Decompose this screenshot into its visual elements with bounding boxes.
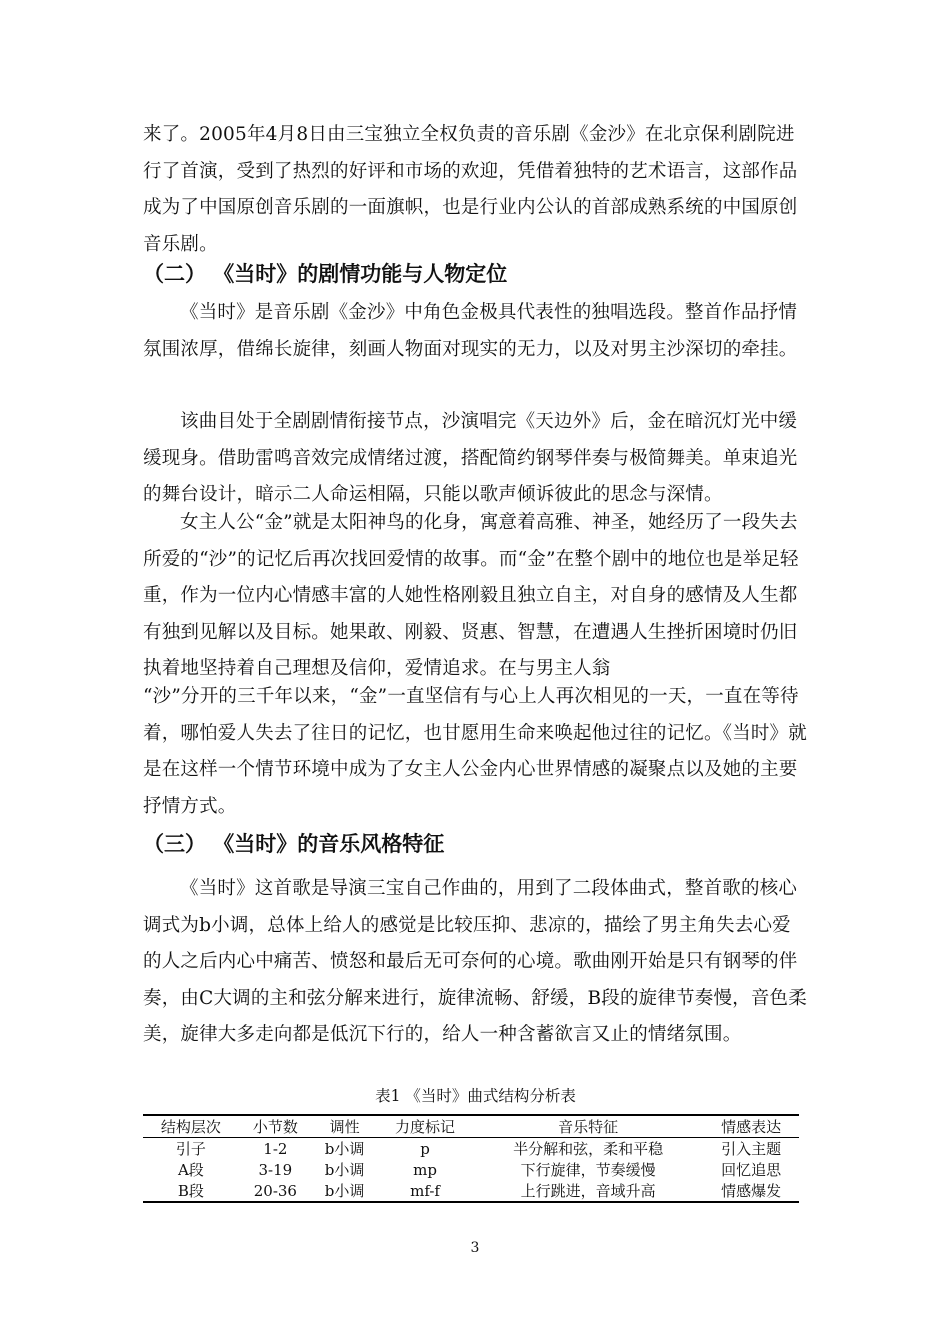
section-heading-2: （二） 《当时》的剧情功能与人物定位 (143, 262, 508, 286)
table-cell: mp (413, 1160, 437, 1179)
table-header-cell: 结构层次 (143, 1115, 239, 1138)
table-cell: B段 (177, 1181, 204, 1200)
structure-analysis-table (143, 1114, 799, 1203)
table-cell: 引子 (175, 1139, 206, 1158)
table-cell: A段 (177, 1160, 204, 1179)
table-cell: 下行旋律，节奏缓慢 (520, 1160, 656, 1179)
body-paragraph: 该曲目处于全剧剧情衔接节点，沙演唱完《天边外》后，金在暗沉灯光中缓缓现身。借助雷鸣音效完成情绪过渡，搭配简约钢琴伴奏与极简舞美。单束追光的舞台设计，暗示二人命运相隔，只能以歌声倾诉彼此的思念与深情。 (143, 411, 798, 505)
table-cell: 引入主题 (721, 1139, 782, 1158)
table-caption: 表1 《当时》曲式结构分析表 (375, 1087, 576, 1105)
table-header-cell: 力度标记 (377, 1115, 473, 1138)
table-cell: p (420, 1139, 430, 1158)
section-heading-3: （三） 《当时》的音乐风格特征 (143, 832, 445, 856)
table-cell: 回忆追思 (721, 1160, 782, 1179)
table-cell: b小调 (324, 1139, 365, 1158)
table-header-cell: 情感表达 (703, 1115, 799, 1138)
table-cell: 情感爆发 (721, 1181, 782, 1200)
body-paragraph: 来了。2005年4月8日由三宝独立全权负责的音乐剧《金沙》在北京保利剧院进行了首演，受到了热烈的好评和市场的欢迎，凭借着独特的艺术语言，这部作品成为了中国原创音乐剧的一面旗帜，也是行业内公认的首部成熟系统的中国原创音乐剧。 (143, 124, 798, 255)
table-row (143, 1180, 799, 1202)
table-cell: 上行跳进，音域升高 (520, 1181, 656, 1200)
table-header-cell: 调性 (312, 1115, 377, 1138)
page-number: 3 (470, 1240, 480, 1256)
body-paragraph: “沙”分开的三千年以来，“金”一直坚信有与心上人再次相见的一天，一直在等待着，哪怕爱人失去了往日的记忆，也甘愿用生命来唤起他过往的记忆。《当时》就是在这样一个情节环境中成为了女主人公金内心世界情感的凝聚点以及她的主要抒情方式。 (143, 686, 807, 817)
table-cell: mf-f (410, 1181, 440, 1200)
table-row (143, 1159, 799, 1180)
table-row (143, 1138, 799, 1160)
table-cell: 3-19 (258, 1160, 293, 1179)
table-cell: b小调 (324, 1181, 365, 1200)
table-header-cell: 音乐特征 (473, 1115, 703, 1138)
table-cell: 20-36 (253, 1181, 297, 1200)
table-cell: 1-2 (263, 1139, 288, 1158)
table-header-row (143, 1115, 799, 1138)
table-cell: b小调 (324, 1160, 365, 1179)
body-paragraph: 《当时》是音乐剧《金沙》中角色金极具代表性的独唱选段。整首作品抒情氛围浓厚，借绵长旋律，刻画人物面对现实的无力，以及对男主沙深切的牵挂。 (143, 302, 798, 360)
body-paragraph: 女主人公“金”就是太阳神鸟的化身，寓意着高雅、神圣，她经历了一段失去所爱的“沙”的记忆后再次找回爱情的故事。而“金”在整个剧中的地位也是举足轻重，作为一位内心情感丰富的人她性格刚毅且独立自主，对自身的感情及人生都有独到见解以及目标。她果敢、刚毅、贤惠、智慧，在遭遇人生挫折困境时仍旧执着地坚持着自己理想及信仰，爱情追求。在与男主人翁 (143, 512, 799, 679)
table-cell: 半分解和弦，柔和平稳 (513, 1139, 664, 1158)
table-header-cell: 小节数 (239, 1115, 312, 1138)
body-paragraph: 《当时》这首歌是导演三宝自己作曲的，用到了二段体曲式，整首歌的核心调式为b小调，总体上给人的感觉是比较压抑、悲凉的，描绘了男主角失去心爱的人之后内心中痛苦、愤怒和最后无可奈何的心境。歌曲刚开始是只有钢琴的伴奏，由C大调的主和弦分解来进行，旋律流畅、舒缓，B段的旋律节奏慢，音色柔美，旋律大多走向都是低沉下行的，给人一种含蓄欲言又止的情绪氛围。 (143, 878, 807, 1045)
